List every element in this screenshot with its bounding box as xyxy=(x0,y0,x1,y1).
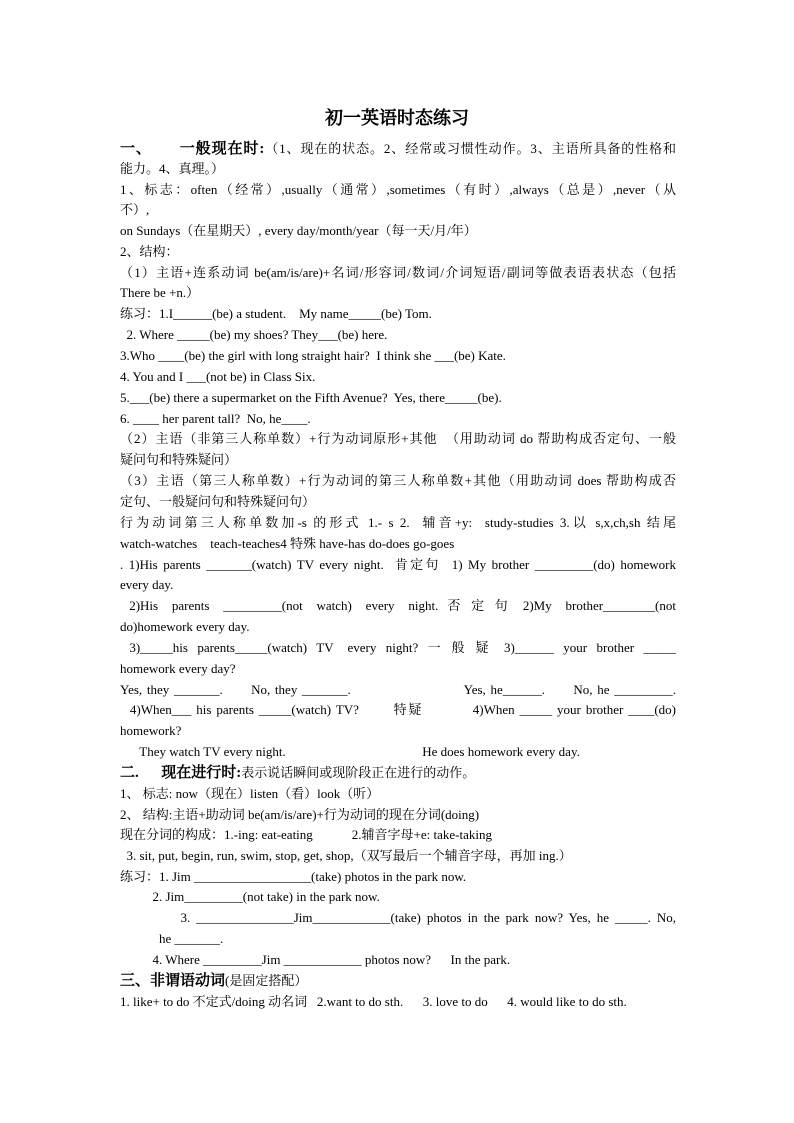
text-segment: 疑问句和特殊疑问） xyxy=(120,452,238,467)
text-segment: 6. ____ her parent tall? No, he____. xyxy=(120,411,311,426)
section-heading: 三、非谓语动词 xyxy=(120,973,226,989)
text-line xyxy=(120,909,676,927)
text-line xyxy=(120,389,502,407)
text-line xyxy=(120,264,676,282)
text-line xyxy=(120,639,676,657)
text-line xyxy=(120,888,380,906)
text-line xyxy=(120,430,676,448)
text-segment: They watch TV every night. He does homework every day. xyxy=(120,744,580,759)
text-segment: (是固定搭配） xyxy=(225,973,308,988)
text-segment: 1、 标志: now（现在）listen（看）look（听） xyxy=(120,786,380,801)
text-segment: 2、 结构:主语+助动词 be(am/is/are)+行为动词的现在分词(doing) xyxy=(120,807,480,822)
text-line xyxy=(120,972,307,990)
text-segment: 1、标志：often（经常）,usually（通常）,sometimes（有时）,always（总是）,never（从 xyxy=(120,182,676,197)
text-line xyxy=(120,847,572,865)
text-segment: （1）主语+连系动词 be(am/is/are)+名词/形容词/数词/介词短语/副词等做表语表状态（包括 xyxy=(120,265,676,280)
text-segment: every day. xyxy=(120,577,174,592)
text-segment: 练习：1.I______(be) a student. My name_____(be) Tom. xyxy=(120,306,432,321)
text-line xyxy=(120,347,506,365)
text-line xyxy=(120,951,510,969)
text-line xyxy=(120,181,676,199)
text-segment: （2）主语（非第三人称单数）+行为动词原形+其他 （用助动词 do 帮助构成否定句、一般 xyxy=(120,431,676,446)
text-segment: 3)_____his parents_____(watch) TV every night? 一 般 疑 3)______ your brother _____ xyxy=(120,640,676,655)
text-line xyxy=(120,284,199,302)
text-line xyxy=(120,493,315,511)
text-segment: 2. Jim_________(not take) in the park now. xyxy=(120,889,380,904)
text-line xyxy=(120,618,249,636)
text-line xyxy=(120,451,237,469)
text-segment: do)homework every day. xyxy=(120,619,250,634)
text-line xyxy=(120,140,676,158)
text-segment: There be +n.） xyxy=(120,285,200,300)
text-line xyxy=(120,576,173,594)
text-segment: （3）主语（第三人称单数）+行为动词的第三人称单数+其他（用助动词 does 帮助构成否 xyxy=(120,473,676,488)
text-line xyxy=(120,764,475,782)
text-segment: 3. sit, put, begin, run, swim, stop, get, shop,（双写最后一个辅音字母，再加 ing.） xyxy=(120,848,572,863)
text-line xyxy=(120,535,454,553)
text-segment: on Sundays（在星期天）, every day/month/year（每一天/月/年） xyxy=(120,223,477,238)
text-segment: 练习：1. Jim __________________(take) photos in the park now. xyxy=(120,869,467,884)
text-line xyxy=(120,201,149,219)
text-line xyxy=(120,222,477,240)
text-line xyxy=(120,785,379,803)
text-line xyxy=(120,410,311,428)
text-segment: 4. Where _________Jim ____________ photos now? In the park. xyxy=(120,952,511,967)
text-segment: 4. You and I ___(not be) in Class Six. xyxy=(120,369,316,384)
text-line xyxy=(120,701,676,719)
text-segment: Yes, they _______. No, they _______. Yes, he______. No, he _________. xyxy=(120,682,676,697)
text-segment: 行为动词第三人称单数加-s 的形式 1.- s 2. 辅音+y: study-studies 3.以 s,x,ch,sh 结尾 xyxy=(120,515,676,530)
text-segment: 2、结构： xyxy=(120,244,179,259)
text-line xyxy=(120,681,676,699)
text-line xyxy=(120,806,479,824)
text-line xyxy=(120,868,466,886)
text-line xyxy=(120,305,432,323)
text-line xyxy=(120,722,181,740)
text-segment: 3.Who ____(be) the girl with long straight hair? I think she ___(be) Kate. xyxy=(120,348,506,363)
text-line xyxy=(120,514,676,532)
text-segment: . 1)His parents _______(watch) TV every night. 肯定句 1) My brother _________(do) homework xyxy=(120,557,676,572)
text-segment: 不）, xyxy=(120,202,150,217)
text-segment: 2. Where _____(be) my shoes? They___(be) here. xyxy=(120,327,388,342)
text-segment: homework every day? xyxy=(120,661,236,676)
text-segment: watch-watches teach-teaches4 特殊 have-has do-does go-goes xyxy=(120,536,455,551)
text-segment: 现在分词的构成：1.-ing: eat-eating 2.辅音字母+e: take-taking xyxy=(120,827,492,842)
text-segment: 能力。4、真理。） xyxy=(120,161,225,176)
document-title: 初一英语时态练习 xyxy=(325,108,469,128)
text-line xyxy=(120,160,224,178)
text-line xyxy=(120,597,676,615)
text-segment: 1. like+ to do 不定式/doing 动名词 2.want to do sth. 3. love to do 4. would like to do sth. xyxy=(120,994,627,1009)
text-line xyxy=(120,368,315,386)
text-line xyxy=(120,743,580,761)
text-line xyxy=(120,660,236,678)
text-line xyxy=(120,243,179,261)
text-line xyxy=(120,472,676,490)
text-line xyxy=(120,826,492,844)
text-line xyxy=(120,326,387,344)
text-line xyxy=(120,993,627,1011)
text-segment: 定句、一般疑问句和特殊疑问句） xyxy=(120,494,316,509)
text-segment: （1、现在的状态。2、经常或习惯性动作。3、主语所具备的性格和 xyxy=(264,141,676,156)
text-segment: he _______. xyxy=(120,931,224,946)
text-segment: 5.___(be) there a supermarket on the Fifth Avenue? Yes, there_____(be). xyxy=(120,390,502,405)
text-segment: 2)His parents _________(not watch) every night. 否 定 句 2)My brother________(not xyxy=(120,598,676,613)
section-heading: 一、 一般现在时: xyxy=(120,141,265,157)
text-segment: homework? xyxy=(120,723,182,738)
text-segment: 4)When___ his parents _____(watch) TV? 特疑 4)When _____ your brother ____(do) xyxy=(120,702,676,717)
text-segment: 3. _______________Jim____________(take) photos in the park now? Yes, he _____. No, xyxy=(120,910,676,925)
text-line xyxy=(120,556,676,574)
section-heading: 二. 现在进行时: xyxy=(120,765,242,781)
text-line xyxy=(120,930,223,948)
text-segment: 表示说话瞬间或现阶段正在进行的动作。 xyxy=(241,765,476,780)
